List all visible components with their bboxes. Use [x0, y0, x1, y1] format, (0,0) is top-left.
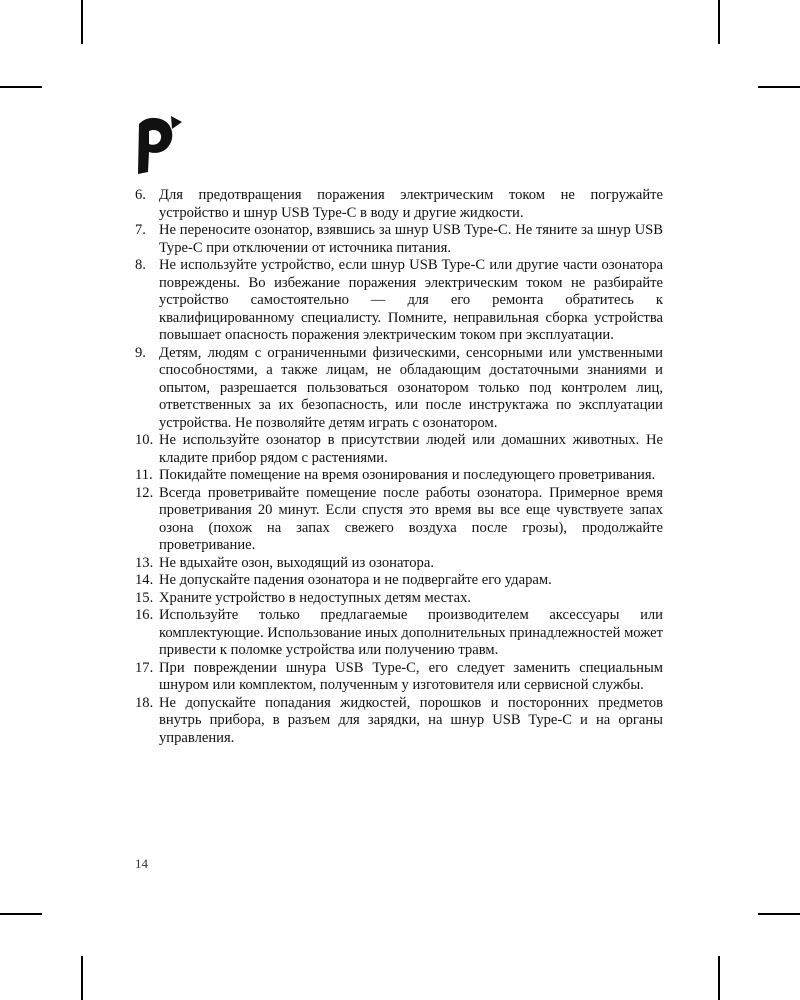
list-item: [135, 187, 663, 222]
crop-mark-top-right: [718, 0, 720, 44]
list-item: [135, 590, 663, 608]
list-item: [135, 222, 663, 257]
item-number: 12.: [135, 484, 154, 501]
item-number: 15.: [135, 589, 154, 606]
list-item: [135, 660, 663, 695]
item-text: Не допускайте попадания жидкостей, порошков и посторонних предметов внутрь прибора, в разъем для зарядки, на шнур USB Type-C и на органы управления.: [159, 694, 663, 746]
list-item: [135, 345, 663, 433]
item-number: 8.: [135, 257, 146, 273]
list-item: [135, 485, 663, 555]
list-item: [135, 555, 663, 573]
item-number: 7.: [135, 222, 146, 238]
item-number: 9.: [135, 344, 146, 361]
item-text: Не вдыхайте озон, выходящий из озонатора.: [159, 554, 434, 571]
item-number: 10.: [135, 432, 154, 448]
list-item: [135, 432, 663, 467]
item-number: 13.: [135, 554, 154, 571]
item-text: Всегда проветривайте помещение после работы озонатора. Примерное время проветривания 20 минут. Если спустя это время вы все еще чувствуете запах озона (похож на запах свежего воздуха после грозы), продолжайте проветривание.: [159, 484, 663, 553]
crop-mark-bottom-left: [81, 956, 83, 1000]
list-item: [135, 607, 663, 660]
crop-mark-left-bottom: [0, 913, 42, 915]
item-number: 14.: [135, 572, 154, 588]
page-number: 14: [135, 856, 148, 871]
item-number: 11.: [135, 467, 153, 483]
list-item: [135, 257, 663, 345]
item-text: При повреждении шнура USB Type-C, его следует заменить специальным шнуром или комплектом, полученным у изготовителя или сервисной службы.: [159, 659, 663, 693]
item-number: 16.: [135, 607, 154, 623]
item-text: Используйте только предлагаемые производителем аксессуары или комплектующие. Использование иных дополнительных принадлежностей может привести к поломке устройства или получению травм.: [159, 607, 663, 658]
item-text: Для предотвращения поражения электрическим током не погружайте устройство и шнур USB Type-C в воду и другие жидкости.: [159, 187, 663, 221]
crop-mark-top-left: [81, 0, 83, 44]
item-text: Детям, людям с ограниченными физическими, сенсорными или умственными способностями, а также лицам, не обладающим достаточными знаниями и опытом, разрешается пользоваться озонатором только под контролем лиц, ответственных за их безопасность, или после инструктажа по эксплуатации устройства. Не позволяйте детям играть с озонатором.: [159, 344, 663, 431]
item-number: 17.: [135, 659, 154, 676]
list-item: [135, 572, 663, 590]
item-text: Не допускайте падения озонатора и не подвергайте его ударам.: [159, 572, 552, 588]
crop-mark-bottom-right: [718, 956, 720, 1000]
item-number: 6.: [135, 187, 146, 203]
item-text: Покидайте помещение на время озонирования и последующего проветривания.: [159, 467, 656, 483]
item-text: Не переносите озонатор, взявшись за шнур USB Type-C. Не тяните за шнур USB Type-C при отключении от источника питания.: [159, 222, 663, 256]
item-text: Храните устройство в недоступных детям местах.: [159, 589, 472, 606]
crop-mark-right-bottom: [758, 913, 800, 915]
list-item: [135, 467, 663, 485]
list-item: [135, 695, 663, 748]
crop-mark-left-top: [0, 86, 42, 88]
crop-mark-right-top: [758, 86, 800, 88]
safety-instructions-list: [135, 187, 663, 747]
item-text: Не используйте устройство, если шнур USB Type-C или другие части озонатора повреждены. Во избежание поражения электрическим током не разбирайте устройство самостоятельно — для его ремонта обратитесь к квалифицированному специалисту. Помните, неправильная сборка устройства повышает опасность поражения электрическим током при эксплуатации.: [159, 257, 663, 343]
brand-p-logo-icon: [135, 112, 185, 178]
item-number: 18.: [135, 694, 154, 711]
item-text: Не используйте озонатор в присутствии людей или домашних животных. Не кладите прибор рядом с растениями.: [159, 432, 663, 466]
